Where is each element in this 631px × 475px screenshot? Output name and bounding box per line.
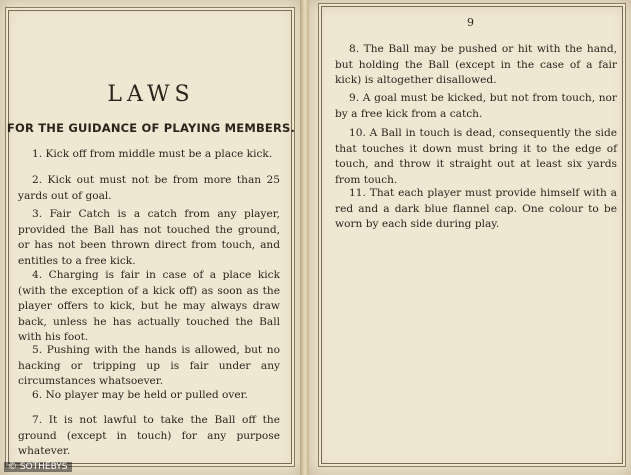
law-11: 11. That each player must provide himself with a red and a dark blue flannel cap. One colour to be worn by each side during play. — [335, 187, 617, 231]
law-6: 6. No player may be held or pulled over. — [32, 389, 248, 401]
law-7: 7. It is not lawful to take the Ball off the ground (except in touch) for any purpose whatever. — [18, 414, 280, 458]
copyright-watermark: © SOTHEBYS — [4, 462, 72, 472]
left-page — [0, 0, 302, 475]
law-4: 4. Charging is fair in case of a place kick (with the exception of a kick off) as soon as the player offers to kick, but he may always draw back, unless he has actually touched the Ball with his foot. — [18, 269, 280, 344]
law-1: 1. Kick off from middle must be a place kick. — [32, 148, 273, 160]
laws-heading: LAWS — [107, 82, 195, 107]
right-page — [308, 0, 631, 475]
law-10: 10. A Ball in touch is dead, consequently the side that touches it down must bring it to the edge of touch, and throw it straight out at least six yards from touch. — [335, 127, 617, 186]
laws-subheading: FOR THE GUIDANCE OF PLAYING MEMBERS. — [6, 121, 296, 135]
law-9: 9. A goal must be kicked, but not from touch, nor by a free kick from a catch. — [335, 92, 617, 120]
page-number: 9 — [467, 16, 474, 29]
law-3: 3. Fair Catch is a catch from any player, provided the Ball has not touched the ground, or has not been thrown direct from touch, and entitles to a free kick. — [18, 208, 280, 267]
law-8: 8. The Ball may be pushed or hit with the hand, but holding the Ball (except in the case of a fair kick) is altogether disallowed. — [335, 43, 617, 87]
law-2: 2. Kick out must not be from more than 25 yards out of goal. — [18, 174, 280, 202]
law-5: 5. Pushing with the hands is allowed, but no hacking or tripping up is fair under any circumstances whatsoever. — [18, 344, 280, 388]
